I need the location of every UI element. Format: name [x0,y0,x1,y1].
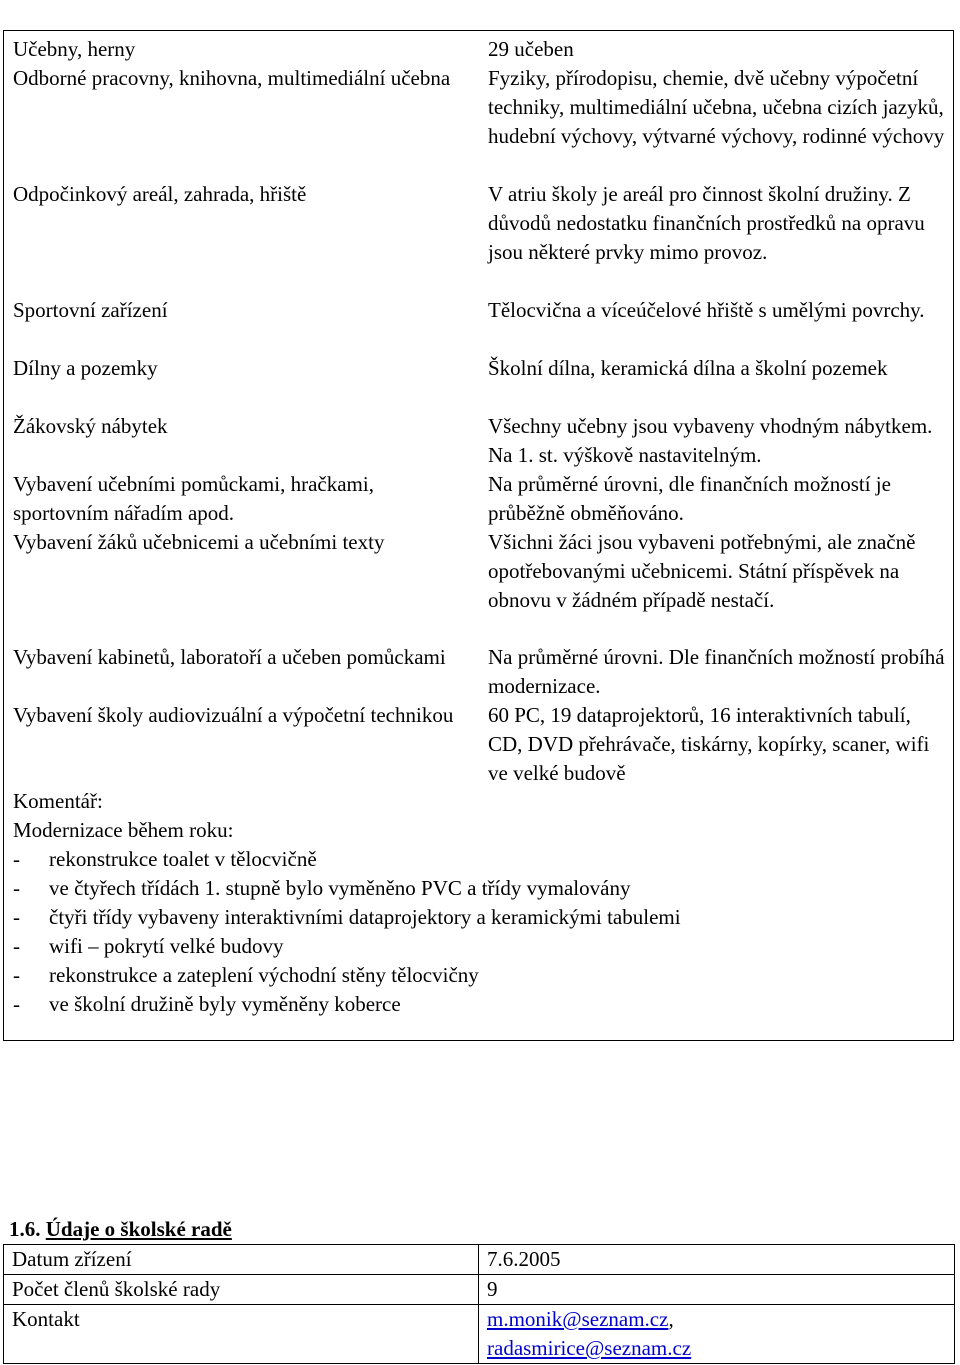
comment-heading: Modernizace během roku: [13,818,234,842]
list-item-text: rekonstrukce toalet v tělocvičně [49,847,317,871]
row-value: Všichni žáci jsou vybaveni potřebnými, ale značně opotřebovanými učebnicemi. Státní příspěvek na obnovu v žádném případě nestačí. [488,530,916,612]
contact-cell [479,1305,955,1364]
email-separator: , [668,1307,674,1331]
list-bullet: - [13,876,20,900]
section-heading [9,1215,232,1244]
row-value: 29 učeben [488,37,574,61]
cell-label: Datum zřízení [4,1245,479,1275]
row-label: Vybavení školy audiovizuální a výpočetní technikou [13,703,454,727]
row-label: Vybavení kabinetů, laboratoří a učeben pomůckami [13,645,446,669]
list-bullet: - [13,992,20,1016]
cell-value: 9 [479,1275,955,1305]
list-item [13,845,943,874]
school-council-table [3,1244,955,1364]
email-link[interactable]: radasmirice@seznam.cz [487,1336,692,1360]
row-label: Vybavení žáků učebnicemi a učebními texty [13,530,385,554]
row-label: Vybavení učebními pomůckami, hračkami, sportovním nářadím apod. [13,472,374,525]
list-item [13,903,943,932]
table-row [4,1245,955,1275]
list-item-text: wifi – pokrytí velké budovy [49,934,284,958]
list-bullet: - [13,963,20,987]
row-label: Sportovní zařízení [13,298,168,322]
comment-label: Komentář: [13,789,103,813]
row-label: Žákovský nábytek [13,414,168,438]
email-link[interactable]: m.monik@seznam.cz [487,1307,669,1331]
list-bullet: - [13,905,20,929]
list-item [13,961,943,990]
row-value: Na průměrné úrovni, dle finančních možností je průběžně obměňováno. [488,472,891,525]
row-label: Odpočinkový areál, zahrada, hřiště [13,182,307,206]
row-value: Školní dílna, keramická dílna a školní pozemek [488,356,888,380]
list-item [13,932,943,961]
row-value: Fyziky, přírodopisu, chemie, dvě učebny výpočetní techniky, multimediální učebna, učebna cizích jazyků, hudební výchovy, výtvarné výchovy, rodinné výchovy [488,66,945,148]
cell-label: Počet členů školské rady [4,1275,479,1305]
list-item [13,990,943,1019]
row-value: Tělocvična a víceúčelové hřiště s umělými povrchy. [488,298,925,322]
list-item-text: ve školní družině byly vyměněny koberce [49,992,401,1016]
section-number: 1.6. [9,1217,41,1241]
list-item-text: ve čtyřech třídách 1. stupně bylo vyměněno PVC a třídy vymalovány [49,876,631,900]
list-item-text: rekonstrukce a zateplení východní stěny tělocvičny [49,963,479,987]
row-label: Dílny a pozemky [13,356,158,380]
row-value: Všechny učebny jsou vybaveny vhodným nábytkem. Na 1. st. výškově nastavitelným. [488,414,933,467]
row-label: Učebny, herny [13,37,136,61]
row-value: Na průměrné úrovni. Dle finančních možností probíhá modernizace. [488,645,945,698]
cell-value: 7.6.2005 [479,1245,955,1275]
comment-block [13,787,943,1019]
equipment-table [3,30,954,1041]
list-bullet: - [13,934,20,958]
cell-label: Kontakt [4,1305,479,1364]
list-item [13,874,943,903]
list-bullet: - [13,847,20,871]
list-item-text: čtyři třídy vybaveny interaktivními dataprojektory a keramickými tabulemi [49,905,681,929]
row-label: Odborné pracovny, knihovna, multimediální učebna [13,66,451,90]
row-value: 60 PC, 19 dataprojektorů, 16 interaktivních tabulí, CD, DVD přehrávače, tiskárny, kopírky, scaner, wifi ve velké budově [488,703,930,785]
row-value: V atriu školy je areál pro činnost školní družiny. Z důvodů nedostatku finančních prostředků na opravu jsou některé prvky mimo provoz. [488,182,925,264]
table-row [4,1275,955,1305]
section-title: Údaje o školské radě [45,1217,232,1241]
table-row [4,1305,955,1364]
